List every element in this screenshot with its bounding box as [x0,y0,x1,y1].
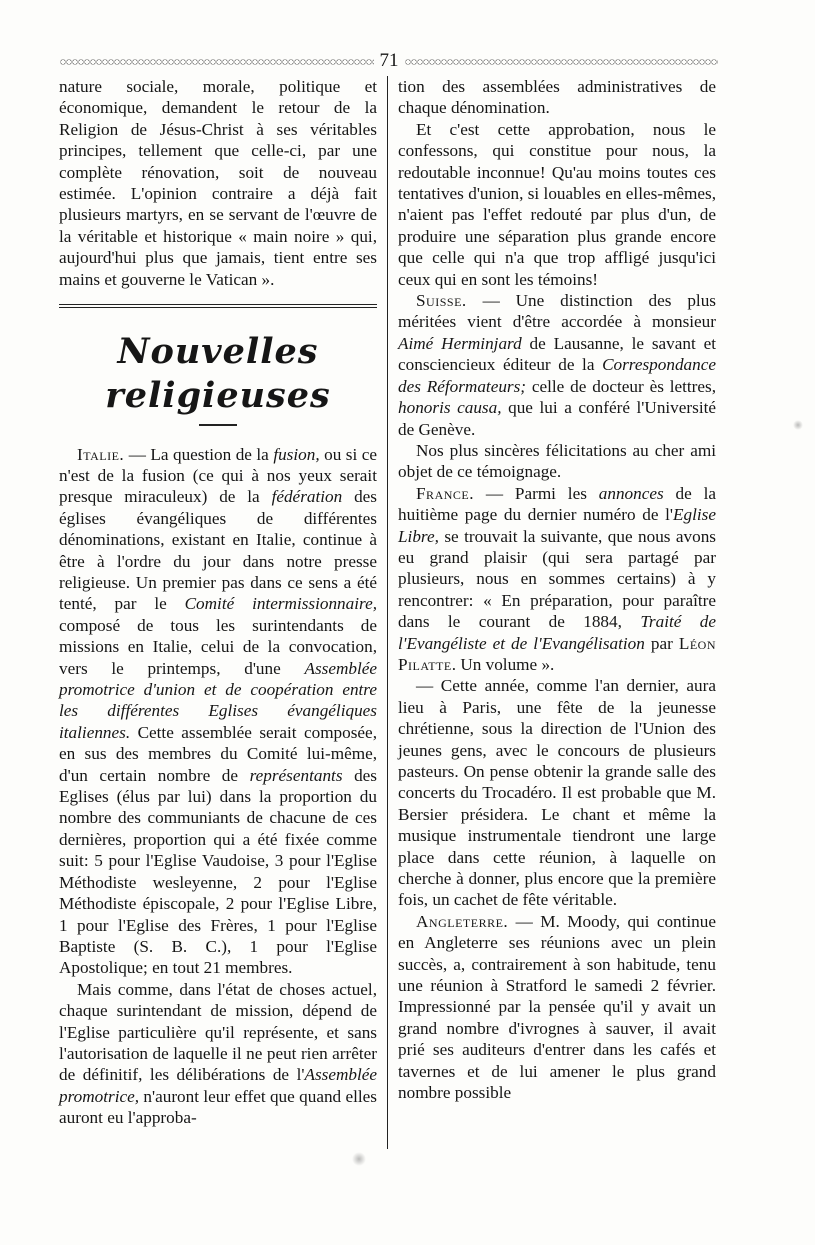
section-title: Nouvelles religieuses [105,331,331,417]
section-divider [59,304,377,308]
country-label: Angleterre. [416,911,509,931]
page-number: 71 [379,50,399,71]
paragraph-felicitations: Nos plus sincères félicitations au cher ami objet de ce témoignage. [398,440,716,482]
header-ornament-right [405,57,719,65]
paragraph-continuation: nature sociale, morale, politique et économique, demandent le retour de la Religion de Jésus-Christ à ses véritables principes, tellement que celle-ci, par une complète rénovation, soit de nouveau estimée. L'opinion contraire a déjà fait plusieurs martyrs, en se servant de l'œuvre de la véritable et historique « main noire » qui, aujourd'hui plus que jamais, tient entre ses mains et gouverne le Vatican ». [59,77,377,289]
author-name: Léon Pilatte [398,633,716,674]
header-ornament-left [60,57,374,65]
paragraph-italie: Italie. — La question de la fusion, ou si ce n'est de la fusion (ce qui à nos yeux serait presque miraculeux) de la fédération des églises évangéliques de différentes dénominations, existant en Italie, continue à être à l'ordre du jour dans notre presse religieuse. Un premier pas dans ce sens a été tenté, par le Comité intermissionnaire, composé de tous les surintendants de missions en Italie, celui de la convocation, vers le printemps, d'une Assemblée promotrice d'union et de coopération entre les différentes Eglises évangéliques italiennes. Cette assemblée serait composée, en sus des membres du Comité lui-même, d'un certain nombre de représentants des Eglises (élus par lui) dans la proportion du nombre des communiants de chacune de ces dernières, proportion qui a été fixée comme suit: 5 pour l'Eglise Vaudoise, 3 pour l'Eglise Méthodiste wesleyenne, 2 pour l'Eglise Méthodiste épiscopale, 2 pour l'Eglise Libre, 1 pour l'Eglise des Frères, 1 pour l'Eglise Baptiste (S. B. C.), 1 pour l'Eglise Apostolique; en tout 21 membres. [59,444,377,978]
ink-smudge [352,1152,366,1166]
left-column [59,76,377,1129]
paragraph-approbation: Et c'est cette approbation, nous le confessons, qui constitue pour nous, la redoutable inconnue! Qu'au moins toutes ces tentatives d'union, si louables en elles-mêmes, n'aient pas l'effet redouté par plus d'un, de produire une séparation plus grande encore que celle qui n'a que trop affligé jusqu'ici ceux qui en sont les témoins! [398,119,716,289]
right-column [398,76,716,1104]
country-label: France. [416,483,475,503]
paragraph-mais-comme: Mais comme, dans l'état de choses actuel, chaque surintendant de mission, dépend de l'Eglise particulière qu'il représente, et sans l'autorisation de laquelle il ne peut rien arrêter de définitif, les délibérations de l'Assemblée promotrice, n'auront leur effet que quand elles auront eu l'approba- [59,979,377,1128]
paragraph-suisse: Suisse. — Une distinction des plus méritées vient d'être accordée à monsieur Aimé Herminjard de Lausanne, le savant et consciencieux éditeur de la Correspondance des Réformateurs; celle de docteur ès lettres, honoris causa, que lui a conféré l'Université de Genève. [398,291,717,439]
paragraph-angleterre: Angleterre. — M. Moody, qui continue en Angleterre ses réunions avec un plein succès, a, contrairement à son habitude, tenu une réunion à Stratford le samedi 2 février. Impressionné par la pensée qu'il y avait un grand nombre d'ivrognes à sauver, il avait prié ses auditeurs d'entrer dans les cafés et tavernes et de lui amener le plus grand nombre possible [398,911,716,1103]
paragraph-france: France. — Parmi les annonces de la huitième page du dernier numéro de l'Eglise Libre, se trouvait la suivante, que nous avons eu grand plaisir (qui sera partagé par plusieurs, nous en sommes certains) à y rencontrer: « En préparation, pour paraître dans le courant de 1884, Traité de l'Evangéliste et de l'Evangélisation par Léon Pilatte. Un volume ». [398,483,716,674]
page-header [60,50,718,72]
paragraph-continuation: tion des assemblées administratives de chaque dénomination. [398,77,716,118]
ink-smudge [793,420,803,430]
country-label: Suisse. [416,291,467,311]
paragraph-fete-jeunesse: — Cette année, comme l'an dernier, aura lieu à Paris, une fête de la jeunesse chrétienne, sous la direction de l'Union des jeunes gens, avec le concours de plusieurs pasteurs. On pense obtenir la grande salle des concerts du Trocadéro. Il est probable que M. Bersier présidera. Le chant et même la musique instrumentale tiendront une large place dans cette réunion, à laquelle on cherche à donner, plus encore que la première fois, un cachet de fête véritable. [398,676,716,910]
country-label: Italie. [77,444,125,464]
column-divider [387,76,388,1149]
title-underline [199,424,237,426]
